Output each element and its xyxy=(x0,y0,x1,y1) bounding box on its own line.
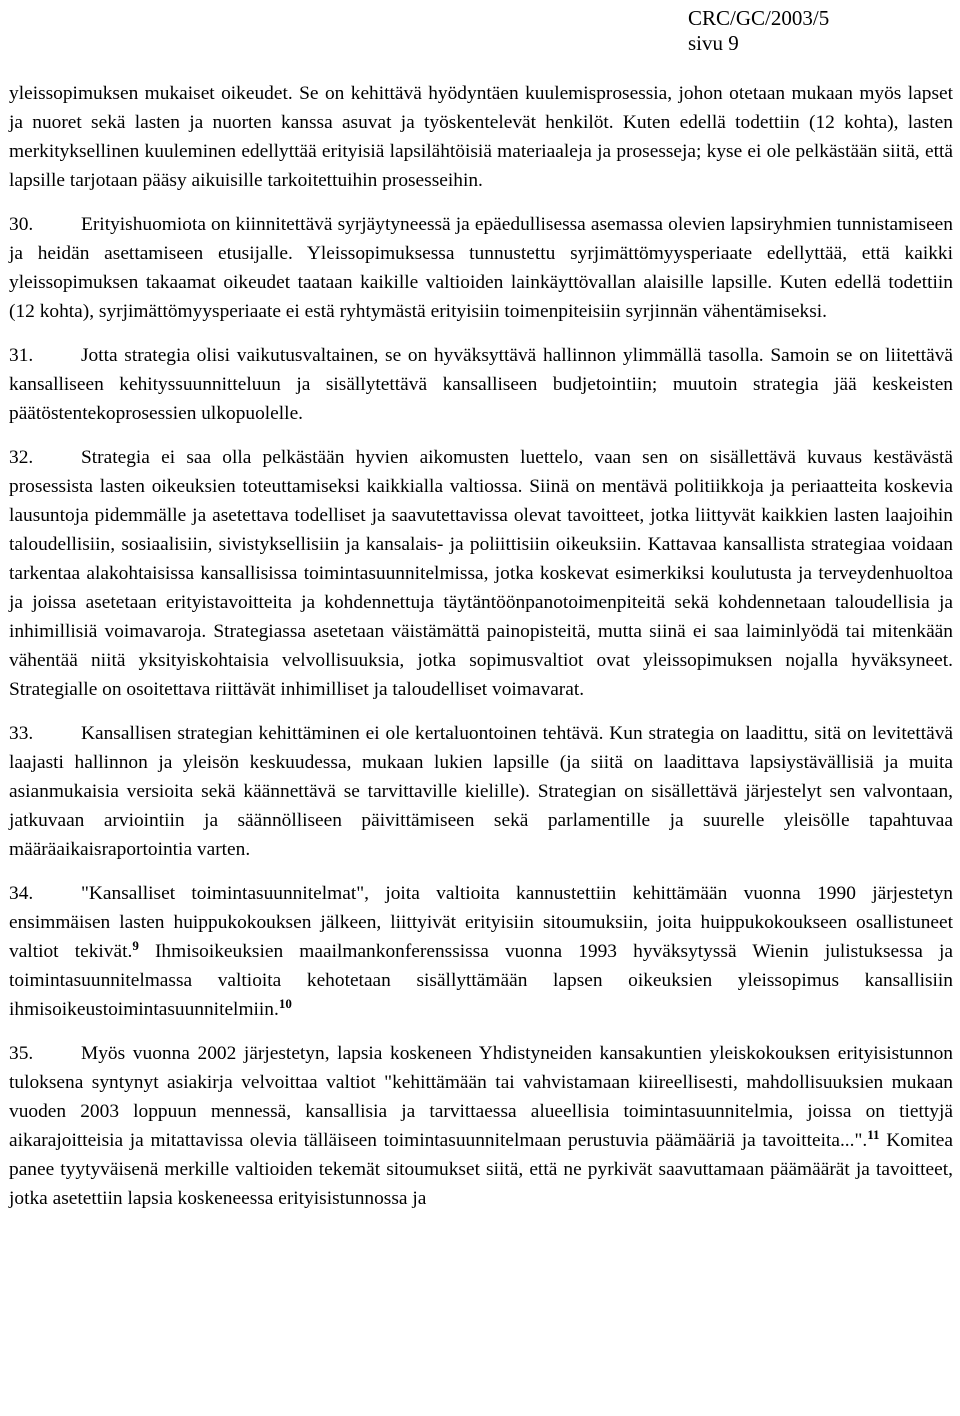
footnote-marker[interactable]: 9 xyxy=(132,938,139,953)
paragraph-30 xyxy=(9,210,953,326)
paragraph-31 xyxy=(9,341,953,428)
paragraph-number: 34. xyxy=(9,883,34,904)
paragraph-text-continued: Ihmisoikeuksien maailmankonferenssissa vuonna 1993 hyväksytyssä Wienin julistuksessa ja toimintasuunnitelmassa valtioita kehotetaan sisällyttämään lapsen oikeuksien yleissopimus kansallisiin ihmisoikeustoimintasuunnitelmiin. xyxy=(9,941,953,1020)
paragraph-text: Erityishuomiota on kiinnitettävä syrjäytyneessä ja epäedullisessa asemassa olevien lapsiryhmien tunnistamiseen ja heidän asettamiseen etusijalle. Yleissopimuksessa tunnustettu syrjimättömyysperiaate edellyttää, että kaikki yleissopimuksen takaamat oikeudet taataan kaikille valtioiden lainkäyttövallan alaisille lapsille. Kuten edellä todettiin (12 kohta), syrjimättömyysperiaate ei estä ryhtymästä erityisiin toimenpiteisiin syrjinnän vähentämiseksi. xyxy=(9,214,953,322)
paragraph-number: 32. xyxy=(9,447,34,468)
paragraph-text: Myös vuonna 2002 järjestetyn, lapsia koskeneen Yhdistyneiden kansakuntien yleiskokouksen erityisistunnon tuloksena syntynyt asiakirja velvoittaa valtiot "kehittämään tai vahvistamaan kiireellisesti, mahdollisuuksien mukaan vuoden 2003 loppuun mennessä, kansallisia ja tarvittaessa alueellisia toimintasuunnitelmia, joissa on tiettyjä aikarajoitteisia ja mitattavissa olevia tälläiseen toimintasuunnitelmaan perustuvia päämääriä ja tavoitteita...". xyxy=(9,1043,953,1151)
paragraph-number: 35. xyxy=(9,1043,34,1064)
paragraph-34 xyxy=(9,879,953,1024)
paragraph-text: Kansallisen strategian kehittäminen ei ole kertaluontoinen tehtävä. Kun strategia on laadittu, sitä on levitettävä laajasti hallinnon ja yleisön keskuudessa, mukaan lukien lapsille (ja siitä on laadittava lapsiystävällisiä ja muita asianmukaisia versioita sekä käännettävä se tarvittaville kielille). Strategian on sisällettävä järjestelyt sen valvontaan, jatkuvaan arviointiin ja säännölliseen päivittämiseen sekä parlamentille ja suurelle yleisölle tapahtuvaa määräaikaisraportointia varten. xyxy=(9,723,953,860)
page-header xyxy=(688,6,948,56)
footnote-marker[interactable]: 10 xyxy=(278,996,292,1011)
document-body xyxy=(9,79,953,1228)
footnote-marker[interactable]: 11 xyxy=(867,1127,880,1142)
intro-paragraph: yleissopimuksen mukaiset oikeudet. Se on kehittävä hyödyntäen kuulemisprosessia, johon otetaan mukaan myös lapset ja nuoret sekä lasten ja nuorten kanssa asuvat ja työskentelevät henkilöt. Kuten edellä todettiin (12 kohta), lasten merkityksellinen kuuleminen edellyttää erityisiä lapsilähtöisiä materiaaleja ja prosesseja; kyse ei ole pelkästään siitä, että lapsille tarjotaan pääsy aikuisille tarkoitettuihin prosesseihin. xyxy=(9,83,953,191)
paragraph-text: Jotta strategia olisi vaikutusvaltainen, se on hyväksyttävä hallinnon ylimmällä tasolla. Samoin se on liitettävä kansalliseen kehityssuunnitteluun ja sisällytettävä kansalliseen budjetointiin; muutoin strategia jää keskeisten päätöstentekoprosessien ulkopuolelle. xyxy=(9,345,953,424)
paragraph-35 xyxy=(9,1039,953,1213)
paragraph-text: Strategia ei saa olla pelkästään hyvien aikomusten luettelo, vaan sen on sisällettävä kuvaus kestävästä prosessista lasten oikeuksien toteuttamiseksi kaikkialla valtiossa. Siinä on mentävä politiikkoja ja periaatteita koskevia lausuntoja pidemmälle ja asetettava todelliset ja saavutettavissa olevat tavoitteet, jotka liittyvät kaikkien lasten laajoihin taloudellisiin, sosiaalisiin, sivistyksellisiin ja kansalais- ja poliittisiin oikeuksiin. Kattavaa kansallista strategiaa voidaan tarkentaa alakohtaisissa kansallisissa toimintasuunnitelmissa, jotka koskevat esimerkiksi koulutusta ja terveydenhuoltoa ja joissa asetetaan erityistavoitteita ja kohdennettuja täytäntöönpanotoimenpiteitä sekä kohdennetaan taloudellisia ja inhimillisiä voimavaroja. Strategiassa asetetaan väistämättä painopisteitä, mutta siinä ei saa laiminlyödä tai mitenkään vähentää niitä yksityiskohtaisia velvollisuuksia, jotka sopimusvaltiot ovat yleissopimuksen nojalla hyväksyneet. Strategialle on osoitettava riittävät inhimilliset ja taloudelliset voimavarat. xyxy=(9,447,953,700)
page-number: sivu 9 xyxy=(688,31,739,55)
paragraph-number: 31. xyxy=(9,345,34,366)
paragraph-number: 30. xyxy=(9,214,34,235)
paragraph-text-continued: Komitea panee tyytyväisenä merkille valtioiden tekemät sitoumukset siitä, että ne pyrkivät saavuttamaan päämäärät ja tavoitteet, jotka asetettiin lapsia koskeneessa erityisistunnossa ja xyxy=(9,1130,953,1209)
paragraph-33 xyxy=(9,719,953,864)
paragraph-number: 33. xyxy=(9,723,34,744)
paragraph-text: "Kansalliset toimintasuunnitelmat", joita valtioita kannustettiin kehittämään vuonna 1990 järjestetyn ensimmäisen lasten huippukokouksen jälkeen, liittyivät erityisiin sitoumuksiin, joita huippukokoukseen osallistuneet valtiot tekivät. xyxy=(9,883,953,962)
paragraph-32 xyxy=(9,443,953,704)
document-symbol: CRC/GC/2003/5 xyxy=(688,6,830,30)
